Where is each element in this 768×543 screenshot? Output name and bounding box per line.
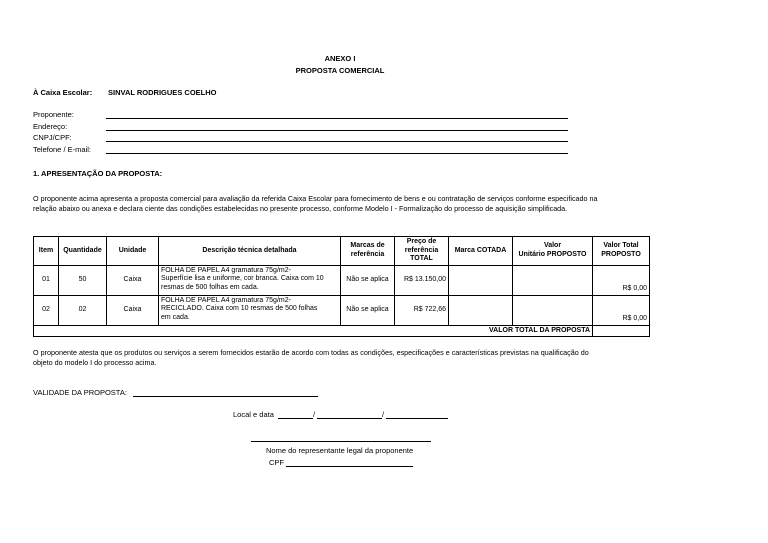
total-value — [593, 325, 650, 337]
cell-descricao-l2: Superfície lisa e uniforme, cor branca. Caixa com 10 — [161, 275, 324, 282]
cell-descricao — [159, 265, 341, 295]
header-preco — [395, 237, 449, 266]
cell-preco: R$ 722,66 — [395, 295, 449, 325]
validity-label: VALIDADE DA PROPOSTA: — [33, 388, 127, 397]
cell-descricao-l3: em cada. — [161, 313, 190, 321]
school-name: SINVAL RODRIGUES COELHO — [108, 88, 217, 97]
table-row — [34, 295, 650, 325]
validity-line[interactable] — [133, 396, 318, 397]
header-total-l1: Valor Total — [603, 242, 639, 250]
table-total-row — [34, 325, 650, 337]
field-label-endereco: Endereço: — [33, 122, 68, 131]
place-date-line-3[interactable] — [386, 418, 448, 419]
annex-title: ANEXO I — [324, 54, 356, 63]
document-title: PROPOSTA COMERCIAL — [295, 66, 385, 75]
header-descricao: Descrição técnica detalhada — [159, 237, 341, 266]
cell-unidade: Caixa — [107, 295, 159, 325]
cell-item: 01 — [34, 265, 59, 295]
proposal-table — [33, 236, 650, 337]
field-label-cnpj: CNPJ/CPF: — [33, 133, 72, 142]
attest-line1: O proponente atesta que os produtos ou serviços a serem fornecidos estarão de acordo com todas as condições, especificações e características previstas na qualificação do — [33, 348, 589, 357]
total-label: VALOR TOTAL DA PROPOSTA — [34, 325, 593, 337]
cell-descricao — [159, 295, 341, 325]
header-marca-cotada: Marca COTADA — [449, 237, 513, 266]
section-text-line2: relação abaixo ou anexa e declara ciente das condições estabelecidas no presente processo, conforme Modelo I - Formalização do processo de aquisição simplificada. — [33, 204, 568, 213]
field-line-telefone[interactable] — [106, 153, 568, 154]
header-item: Item — [34, 237, 59, 266]
place-date-line-2[interactable] — [317, 418, 382, 419]
cell-valor-unitario[interactable] — [513, 295, 593, 325]
place-date-line-1[interactable] — [278, 418, 313, 419]
header-valor-l2: Unitário PROPOSTO — [518, 250, 587, 258]
header-preco-l3: TOTAL — [410, 255, 433, 262]
cell-marcas: Não se aplica — [341, 265, 395, 295]
header-valor-total — [593, 237, 650, 266]
header-valor-unitario — [513, 237, 593, 266]
field-label-proponente: Proponente: — [33, 110, 74, 119]
signature-cpf-line[interactable] — [286, 466, 413, 467]
cell-valor-total: R$ 0,00 — [593, 265, 650, 295]
field-line-cnpj[interactable] — [106, 141, 568, 142]
place-date-label: Local e data — [233, 410, 274, 419]
cell-descricao-l1: FOLHA DE PAPEL A4 gramatura 75g/m2- — [161, 296, 291, 304]
cell-marca-cotada[interactable] — [449, 295, 513, 325]
cell-valor-unitario[interactable] — [513, 265, 593, 295]
header-quantidade: Quantidade — [59, 237, 107, 266]
cell-descricao-l2: RECICLADO. Caixa com 10 resmas de 500 folhas — [161, 305, 318, 312]
header-valor-l1: Valor — [543, 242, 562, 250]
signature-name-label: Nome do representante legal da proponente — [266, 446, 414, 455]
header-preco-l1: Preço de — [406, 238, 437, 245]
section-text-line1: O proponente acima apresenta a proposta comercial para avaliação da referida Caixa Escolar para fornecimento de bens e ou contratação de serviços conforme especificado na — [33, 194, 598, 203]
header-unidade: Unidade — [107, 237, 159, 266]
field-line-proponente[interactable] — [106, 118, 568, 119]
cell-marca-cotada[interactable] — [449, 265, 513, 295]
cell-descricao-l3: resmas de 500 folhas em cada. — [161, 283, 259, 291]
cell-quantidade: 02 — [59, 295, 107, 325]
cell-valor-total: R$ 0,00 — [593, 295, 650, 325]
cell-item: 02 — [34, 295, 59, 325]
place-date-sep-1: / — [313, 410, 316, 419]
cell-marcas: Não se aplica — [341, 295, 395, 325]
place-date-sep-2: / — [382, 410, 385, 419]
signature-cpf-label: CPF — [269, 458, 284, 467]
signature-line[interactable] — [251, 441, 431, 442]
table-row — [34, 265, 650, 295]
cell-unidade: Caixa — [107, 265, 159, 295]
cell-preco: R$ 13.150,00 — [395, 265, 449, 295]
header-preco-l2: referência — [404, 246, 439, 254]
field-label-telefone: Telefone / E-mail: — [33, 145, 91, 154]
section-title: 1. APRESENTAÇÃO DA PROPOSTA: — [33, 169, 163, 178]
table-header-row — [34, 237, 650, 266]
header-marcas-l1: Marcas de — [350, 242, 385, 250]
cell-descricao-l1: FOLHA DE PAPEL A4 gramatura 75g/m2- — [161, 266, 291, 274]
header-marcas-l2: referência — [350, 250, 385, 258]
field-line-endereco[interactable] — [106, 130, 568, 131]
header-marcas — [341, 237, 395, 266]
header-total-l2: PROPOSTO — [601, 250, 641, 258]
attest-line2: objeto do modelo I do processo acima. — [33, 358, 157, 367]
cell-quantidade: 50 — [59, 265, 107, 295]
school-label: À Caixa Escolar: — [33, 88, 93, 97]
